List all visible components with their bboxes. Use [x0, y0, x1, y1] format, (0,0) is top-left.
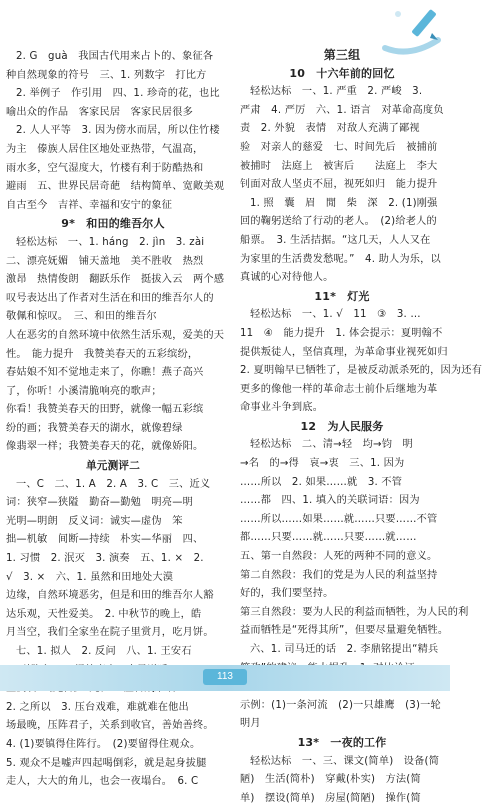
answer-line: 走人，大大的角儿，也会一夜塌台。 6. C	[6, 776, 199, 788]
answer-line: 种自然现象的符号 三、1. 列数字 打比方	[6, 69, 207, 81]
answer-line: 陋) 生活(简朴) 穿戴(朴实) 方法(简	[240, 774, 421, 786]
answer-line: 了，你听！小溪清脆响亮的歌声；	[6, 385, 162, 397]
answer-line: 好的，我们要坚持。	[240, 588, 334, 600]
answer-line: 2. G guà 我国古代用来占卜的、象征各	[16, 51, 214, 62]
answer-line: 第二自然段：我们的党是为人民的利益坚持	[240, 569, 438, 581]
answer-line: 避雨 五、世界民居奇葩 结构简单、宽敞美观	[6, 181, 225, 193]
answer-line: →名 的→得 哀→衷 三、1. 因为	[240, 458, 405, 470]
answer-line: 雨水多，空气湿度大，竹楼有利于防酷热和	[6, 162, 204, 174]
answer-line: 船票。 3. 生活拮据。“这几天，人人又在	[240, 234, 431, 246]
answer-line: 五、第一自然段：人死的两种不同的意义。	[240, 551, 438, 563]
answer-line: 喻出众的作品 客家民居 客家民居很多	[6, 106, 193, 118]
answer-line: 春姑娘不知不觉地走来了，你瞧！燕子高兴	[6, 367, 204, 379]
answer-line: 为主 傣族人居住区地处亚热带，气温高，	[6, 143, 204, 155]
answer-line: 命事业斗争到底。	[240, 402, 324, 414]
answer-line: ……都 四、1. 填入的关联词语：因为	[240, 495, 420, 507]
answer-line: 2. 人人平等 3. 因为傍水而居，所以住竹楼	[16, 125, 220, 137]
answer-line: 为家里的生活费发愁呢。” 4. 助人为乐，以	[240, 253, 441, 265]
answer-line: 严肃 4. 严厉 六、1. 语言 对革命高度负	[240, 104, 444, 116]
section-heading: 13* 一夜的工作	[297, 735, 387, 749]
answer-line: 纷的画；我赞美春天的湖水，就像碧绿	[6, 422, 183, 434]
answer-line: 2. 之所以 3. 压台戏难，难就难在他出	[6, 701, 189, 713]
section-heading: 12 为人民服务	[300, 419, 384, 433]
answer-line: 自古至今 吉祥、幸福和安宁的象征	[6, 199, 173, 211]
answer-line: 第三自然段：要为人民的利益而牺牲，为人民的利	[240, 606, 469, 618]
section-heading: 单元测评二	[86, 460, 140, 473]
answer-line: 真诚的心对待他人。	[240, 272, 334, 284]
answer-line: 像翡翠一样；我赞美春天的花，就像娇阳。	[6, 441, 204, 453]
answer-line: 性。 能力提升 我赞美春天的五彩缤纷，	[6, 348, 199, 360]
answer-line: 月当空，我们全家坐在院子里赏月，吃月饼。	[6, 627, 214, 639]
answer-line: 轻松达标 一、三、课文(简单) 设备(简	[250, 755, 440, 767]
answer-line: 光明—明朗 反义词：诚实—虚伪 笨	[6, 515, 183, 527]
answer-line: 敬佩和惊叹。 三、和田的维吾尔	[6, 311, 157, 323]
answer-line: 责 2. 外貌 表情 对敌人充满了鄙视	[240, 123, 420, 135]
answer-line: 轻松达标 一、1. háng 2. jìn 3. zài	[16, 236, 205, 248]
answer-line: 4. (1)要镇得住阵行。 (2)要留得住观众。	[6, 738, 201, 750]
answer-line: 叹号表达出了作者对生活在和田的维吾尔人的	[6, 292, 214, 304]
answer-line: 六、1. 司马迁的话 2. 李鼎铭提出“精兵	[250, 644, 439, 655]
right-answer-lines	[240, 65, 482, 808]
answer-line: 轻松达标 二、清→轻 均→钧 明	[250, 439, 413, 451]
answer-line: 七、1. 拟人 2. 反问 八、1. 王安石	[16, 646, 192, 657]
section-heading: 11* 灯光	[314, 289, 370, 303]
answer-line: 达乐观，天性爱美。 2. 中秋节的晚上，皓	[6, 608, 202, 620]
answer-line: 一、C 二、1. A 2. A 3. C 三、近义	[16, 478, 211, 490]
answer-line: 5. 观众不是嘘声四起喝倒彩，就是起身拔腿	[6, 757, 207, 769]
answer-line: 场最晚，压阵君子，关系到收官，善始善终。	[6, 720, 214, 732]
answer-line: 被捕时 法庭上 被害后 法庭上 李大	[240, 160, 438, 172]
answer-line: 都……只要……就……只要……就……	[240, 532, 417, 544]
section-heading: 9* 和田的维吾尔人	[61, 217, 165, 231]
answer-line: 边缘，自然环境恶劣，但是和田的维吾尔人豁	[6, 590, 214, 602]
answer-line: 单) 摆设(简单) 房屋(简陋) 操作(简	[240, 792, 421, 804]
answer-line: 示例：(1)一条河流 (2)一只雄鹰 (3)一轮	[240, 699, 441, 711]
answer-line: 2. 举例子 作引用 四、1. 珍奇的花，也比	[16, 88, 220, 100]
right-answer-column	[240, 48, 482, 808]
answer-line: 明月	[240, 718, 261, 730]
answer-line: 回的鞠躬送给了行动的老人。 (2)给老人的	[240, 216, 437, 228]
answer-line: ……所以……如果……就……只要……不管	[240, 513, 438, 525]
answer-line: 提供叛徒人，坚信真理，为革命事业视死如归	[240, 346, 448, 358]
group-title: 第三组	[323, 48, 361, 62]
answer-line: 1. 照 囊 眉 閒 柴 深 2. (1)刚强	[250, 197, 438, 209]
answer-line: √ 3. × 六、1. 虽然和田地处大漠	[6, 571, 174, 583]
answer-line: 1. 习惯 2. 泯灭 3. 演奏 五、1. × 2.	[6, 553, 204, 565]
section-heading: 10 十六年前的回忆	[289, 66, 395, 80]
answer-line: 益而牺牲是“死得其所”，但要尽量避免牺牲。	[240, 625, 449, 637]
answer-line: 轻松达标 一、1. √ 11 ③ 3. …	[250, 309, 421, 321]
answer-line: 轻松达标 一、1. 严重 2. 严峻 3.	[250, 86, 423, 98]
answer-line: 拙—机敏 间断—持续 朴实—华丽 四、	[6, 534, 204, 546]
answer-line: 2. 夏明翰早已牺牲了，是被反动派杀死的，因为还有	[240, 365, 482, 377]
answer-line: 更多的像他一样的革命志士前仆后继地为革	[240, 383, 438, 395]
answer-line: 验 对亲人的慈爱 七、时间先后 被捕前	[240, 141, 438, 153]
answer-line: 钊面对敌人坚贞不屈，视死如归 能力提升	[240, 179, 438, 191]
answer-line: 你看！我赞美春天的田野，就像一幅五彩缤	[6, 404, 204, 416]
answer-line: 激昂 热情俊朗 翻跃乐作 挺拔入云 两个感	[6, 274, 225, 286]
answer-line: 11 ④ 能力提升 1. 体会提示：夏明翰不	[240, 327, 443, 339]
answer-line: 人在恶劣的自然环境中依然生活乐观，爱美的天	[6, 329, 225, 341]
page-number: 113	[203, 669, 247, 685]
answer-line: 词：狭窄—狭隘 勤奋—勤勉 明亮—明	[6, 497, 193, 509]
answer-line: 二、漂亮妩媚 铺天盖地 美不胜收 热烈	[6, 255, 204, 267]
answer-line: ……所以 2. 如果……就 3. 不管	[240, 476, 403, 488]
